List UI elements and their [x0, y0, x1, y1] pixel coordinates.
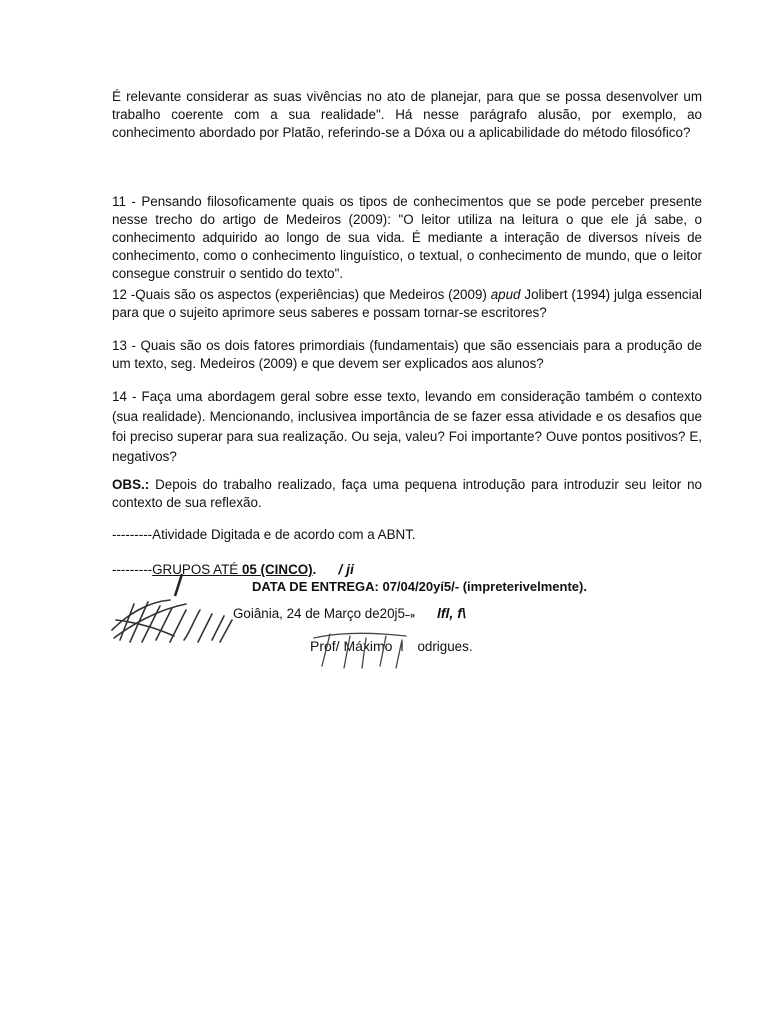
question-14: 14 - Faça uma abordagem geral sobre esse texto, levando em consideração também o contexto (sua realidade). Mencionando, inclusivea importância de se fazer essa atividade e os desafios que foi preciso superar para sua realização. Ou seja, valeu? Foi importante? Ouve pontos positivos? E, negativos?: [112, 389, 702, 464]
obs-text: Depois do trabalho realizado, faça uma pequena introdução para introduzir seu leitor no contexto de sua reflexão.: [112, 477, 702, 510]
abnt-line: ---------Atividade Digitada e de acordo com a ABNT.: [112, 527, 416, 542]
grupos-scribble: / ji: [338, 561, 354, 577]
grupos-count: 05 (CINCO): [241, 562, 313, 577]
place-date: Goiânia, 24 de Março de20j5: [233, 606, 405, 621]
question-12-part1: 12 -Quais são os aspectos (experiências) que Medeiros (2009): [112, 287, 491, 302]
obs-note: [112, 476, 702, 512]
question-13: 13 - Quais são os dois fatores primordiais (fundamentais) que são essenciais para a produção de um texto, seg. Medeiros (2009) e que devem ser explicados aos alunos?: [112, 338, 702, 371]
place-date-mark: –»: [404, 610, 415, 620]
professor-signature-icon: [300, 626, 420, 672]
signature-scribble-icon: [108, 596, 236, 646]
question-12-apud: apud: [490, 287, 521, 302]
place-date-line: [233, 604, 466, 624]
question-12-part2: Jolibert (1994) julga essencial para que o sujeito aprimore seus saberes e possam tornar-se escritores?: [112, 287, 702, 320]
grupos-dashes: ---------: [112, 562, 153, 577]
professor-mark: l: [400, 639, 404, 654]
question-12: [112, 286, 702, 322]
question-11: 11 - Pensando filosoficamente quais os tipos de conhecimentos que se pode perceber presente nesse trecho do artigo de Medeiros (2009): "O leitor utiliza na leitura o que ele já sabe, o conhecimento adquirido ao longo de sua vida. É mediante a interação de diversos níveis de conhecimento, como o conhecimento linguístico, o textual, o conhecimento de mundo, que o leitor consegue construir o sentido do texto".: [112, 194, 702, 281]
intro-paragraph: É relevante considerar as suas vivências no ato de planejar, para que se possa desenvolver um trabalho coerente com a sua realidade". Há nesse parágrafo alusão, por exemplo, ao conhecimento abordado por Platão, referindo-se a Dóxa ou a aplicabilidade do método filosófico?: [112, 89, 702, 140]
obs-label: OBS.:: [112, 477, 150, 492]
grupos-line: [112, 560, 354, 579]
scribble-slash-icon: [170, 572, 186, 598]
delivery-date: DATA DE ENTREGA: 07/04/20yí5/- (impreterivelmente).: [252, 579, 587, 594]
grupos-label: GRUPOS ATÉ: [152, 562, 242, 577]
professor-first: Prof/ Máximo: [310, 638, 393, 654]
professor-last: odrigues.: [417, 639, 473, 654]
place-date-scribble: lfl, f\: [436, 605, 466, 621]
grupos-period: .: [312, 562, 317, 577]
